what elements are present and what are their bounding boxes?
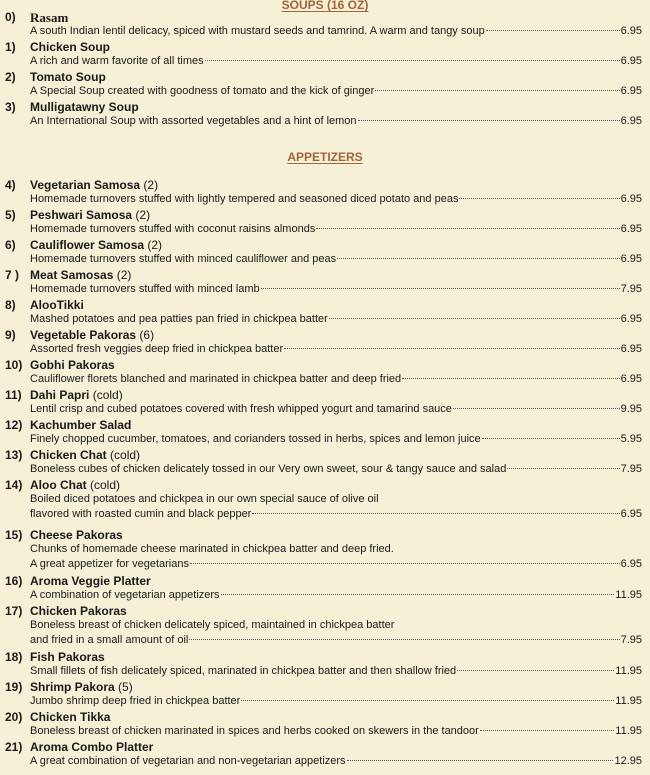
item-number: 18) [5,650,23,664]
item-number: 1) [5,40,16,54]
dot-leader [453,408,620,409]
item-name: Cheese Pakoras [30,528,123,542]
item-number: 0) [5,10,16,24]
description-text: Homemade turnovers stuffed with coconut raisins almonds [30,223,316,235]
dot-leader [480,730,614,731]
item-price: 11.95 [615,665,642,677]
item-number: 13) [5,448,23,462]
dot-leader [358,120,620,121]
item-name: Tomato Soup [30,70,106,84]
item-name: Cauliflower Samosa [30,238,145,252]
item-price: 6.95 [620,373,642,385]
description-text: Boneless cubes of chicken delicately tossed in our Very own sweet, sour & tangy sauce and salad [30,463,507,475]
item-number: 16) [5,574,23,588]
item-number: 11) [5,388,22,402]
item-qualifier: (5) [114,680,133,694]
item-name-row [30,604,127,618]
description-text: flavored with roasted cumin and black pepper [30,508,252,520]
item-price: 12.95 [614,755,642,767]
item-price: 7.95 [620,463,642,475]
item-number: 2) [5,70,16,84]
item-description [30,223,642,235]
item-number: 21) [5,740,23,754]
item-number: 6) [5,238,16,252]
item-description [30,115,642,127]
description-text: A Special Soup created with goodness of tomato and the kick of ginger [30,85,375,97]
item-description [30,373,642,385]
item-name-row [30,328,154,342]
item-description [30,493,642,505]
description-text: Jumbo shrimp deep fried in chickpea batter [30,695,241,707]
item-description [30,193,642,205]
item-price: 6.95 [620,558,642,570]
item-price: 7.95 [620,634,642,646]
item-description [30,343,642,355]
item-number: 15) [5,528,23,542]
item-price: 6.95 [620,25,642,37]
item-name: Peshwari Samosa [30,208,133,222]
item-number: 3) [5,100,16,114]
description-text: Boneless breast of chicken delicately spiced, maintained in chickpea batter [30,619,395,631]
item-description [30,619,642,631]
description-text: Assorted fresh veggies deep fried in chickpea batter [30,343,284,355]
item-qualifier: (2) [113,268,132,282]
item-name-row [30,710,110,724]
item-number: 10) [5,358,23,372]
description-text: Small fillets of fish delicately spiced, marinated in chickpea batter and then shallow fried [30,665,457,677]
item-number: 9) [5,328,16,342]
item-name-row [30,574,151,588]
description-text: A rich and warm favorite of all times [30,55,204,67]
item-name-row [30,100,139,114]
item-number: 17) [5,604,23,618]
item-name: Vegetarian Samosa [30,178,141,192]
description-text: A great combination of vegetarian and non-vegetarian appetizers [30,755,346,767]
description-text: A combination of vegetarian appetizers [30,589,220,601]
dot-leader [329,318,620,319]
dot-leader [189,639,619,640]
item-qualifier: (cold) [86,478,121,492]
item-name: AlooTikki [30,298,84,312]
item-qualifier: (cold) [106,448,141,462]
description-text: Boiled diced potatoes and chickpea in our own special sauce of olive oil [30,493,379,505]
item-price: 6.95 [620,313,642,325]
item-name: Vegetable Pakoras [30,328,137,342]
item-number: 20) [5,710,23,724]
description-text: Mashed potatoes and pea patties pan fried in chickpea batter [30,313,328,325]
dot-leader [261,288,620,289]
item-description [30,25,642,37]
description-text: A south Indian lentil delicacy, spiced with mustard seeds and tamrind. A warm and tangy soup [30,25,485,37]
item-qualifier: (cold) [89,388,123,402]
item-description [30,695,642,707]
dot-leader [507,468,619,469]
item-description [30,283,642,295]
item-name-row [30,680,133,694]
section-title-soups: SOUPS (16 OZ) [281,0,369,12]
item-price: 6.95 [620,508,642,520]
dot-leader [241,700,614,701]
description-text: and fried in a small amount of oil [30,634,189,646]
dot-leader [486,30,620,31]
item-name: Dahi Papri [30,388,90,402]
item-name-row [30,40,110,54]
item-price: 6.95 [620,253,642,265]
dot-leader [190,563,620,564]
description-text: Homemade turnovers stuffed with minced lamb [30,283,260,295]
item-name: Gobhi Pakoras [30,358,115,372]
item-price: 6.95 [620,223,642,235]
dot-leader [337,258,619,259]
description-text: Homemade turnovers stuffed with lightly tempered and seasoned diced potato and peas [30,193,459,205]
item-number: 19) [5,680,23,694]
section-title-appetizers: APPETIZERS [287,150,363,164]
dot-leader [221,594,615,595]
item-name-row [30,10,68,26]
dot-leader [402,378,619,379]
item-name: Mulligatawny Soup [30,100,139,114]
item-number: 14) [5,478,23,492]
item-name-row [30,478,120,492]
item-description [30,589,642,601]
item-name: Kachumber Salad [30,418,132,432]
item-name: Aroma Veggie Platter [30,574,151,588]
item-name-row [30,650,105,664]
item-price: 6.95 [620,85,642,97]
dot-leader [482,438,620,439]
item-description [30,433,642,445]
item-name: Chicken Tikka [30,710,111,724]
item-name-row [30,388,123,402]
item-name-row [30,70,106,84]
dot-leader [457,670,614,671]
item-description [30,313,642,325]
item-number: 4) [5,178,16,192]
item-price: 11.95 [615,725,642,737]
dot-leader [205,60,620,61]
item-name-row [30,448,140,462]
item-name: Aloo Chat [30,478,87,492]
item-name: Chicken Soup [30,40,111,54]
item-name-row [30,358,115,372]
item-price: 11.95 [615,695,642,707]
item-description [30,634,642,646]
item-qualifier: (6) [136,328,155,342]
item-description [30,403,642,415]
item-name-row [30,208,150,222]
item-description [30,755,642,767]
item-price: 11.95 [615,589,642,601]
item-price: 5.95 [620,433,642,445]
dot-leader [316,228,619,229]
item-price: 6.95 [620,55,642,67]
item-price: 6.95 [620,193,642,205]
item-name-row [30,298,84,312]
item-name: Chicken Pakoras [30,604,127,618]
description-text: Chunks of homemade cheese marinated in chickpea batter and deep fried. [30,543,394,555]
description-text: Finely chopped cucumber, tomatoes, and corianders tossed in herbs, spices and lemon juice [30,433,481,445]
item-qualifier: (2) [144,238,163,252]
item-name-row [30,418,131,432]
item-name-row [30,238,162,252]
item-number: 7 ) [5,268,20,282]
item-name-row [30,528,123,542]
item-description [30,463,642,475]
item-qualifier: (2) [140,178,159,192]
item-name-row [30,268,131,282]
item-description [30,558,642,570]
item-name: Meat Samosas [30,268,114,282]
item-price: 6.95 [620,343,642,355]
item-description [30,55,642,67]
item-description [30,253,642,265]
item-name: Fish Pakoras [30,650,105,664]
item-name: Rasam [30,10,69,25]
item-description [30,85,642,97]
description-text: Boneless breast of chicken marinated in spices and herbs cooked on skewers in the tandoor [30,725,479,737]
item-number: 5) [5,208,16,222]
item-name: Aroma Combo Platter [30,740,154,754]
item-name-row [30,178,158,192]
description-text: An International Soup with assorted vegetables and a hint of lemon [30,115,357,127]
item-name: Chicken Chat [30,448,107,462]
item-name: Shrimp Pakora [30,680,115,694]
dot-leader [284,348,619,349]
description-text: Lentil crisp and cubed potatoes covered with fresh whipped yogurt and tamarind sauce [30,403,452,415]
item-number: 8) [5,298,16,312]
dot-leader [375,90,619,91]
dot-leader [252,513,619,514]
item-name-row [30,740,153,754]
item-description [30,725,642,737]
description-text: A great appetizer for vegetarians [30,558,189,570]
description-text: Cauliflower florets blanched and marinated in chickpea batter and deep fried [30,373,402,385]
item-price: 6.95 [620,115,642,127]
item-price: 9.95 [620,403,642,415]
item-description [30,508,642,520]
item-number: 12) [5,418,23,432]
dot-leader [347,760,614,761]
item-price: 7.95 [620,283,642,295]
description-text: Homemade turnovers stuffed with minced cauliflower and peas [30,253,337,265]
dot-leader [459,198,619,199]
item-description [30,665,642,677]
item-description [30,543,642,555]
item-qualifier: (2) [132,208,151,222]
